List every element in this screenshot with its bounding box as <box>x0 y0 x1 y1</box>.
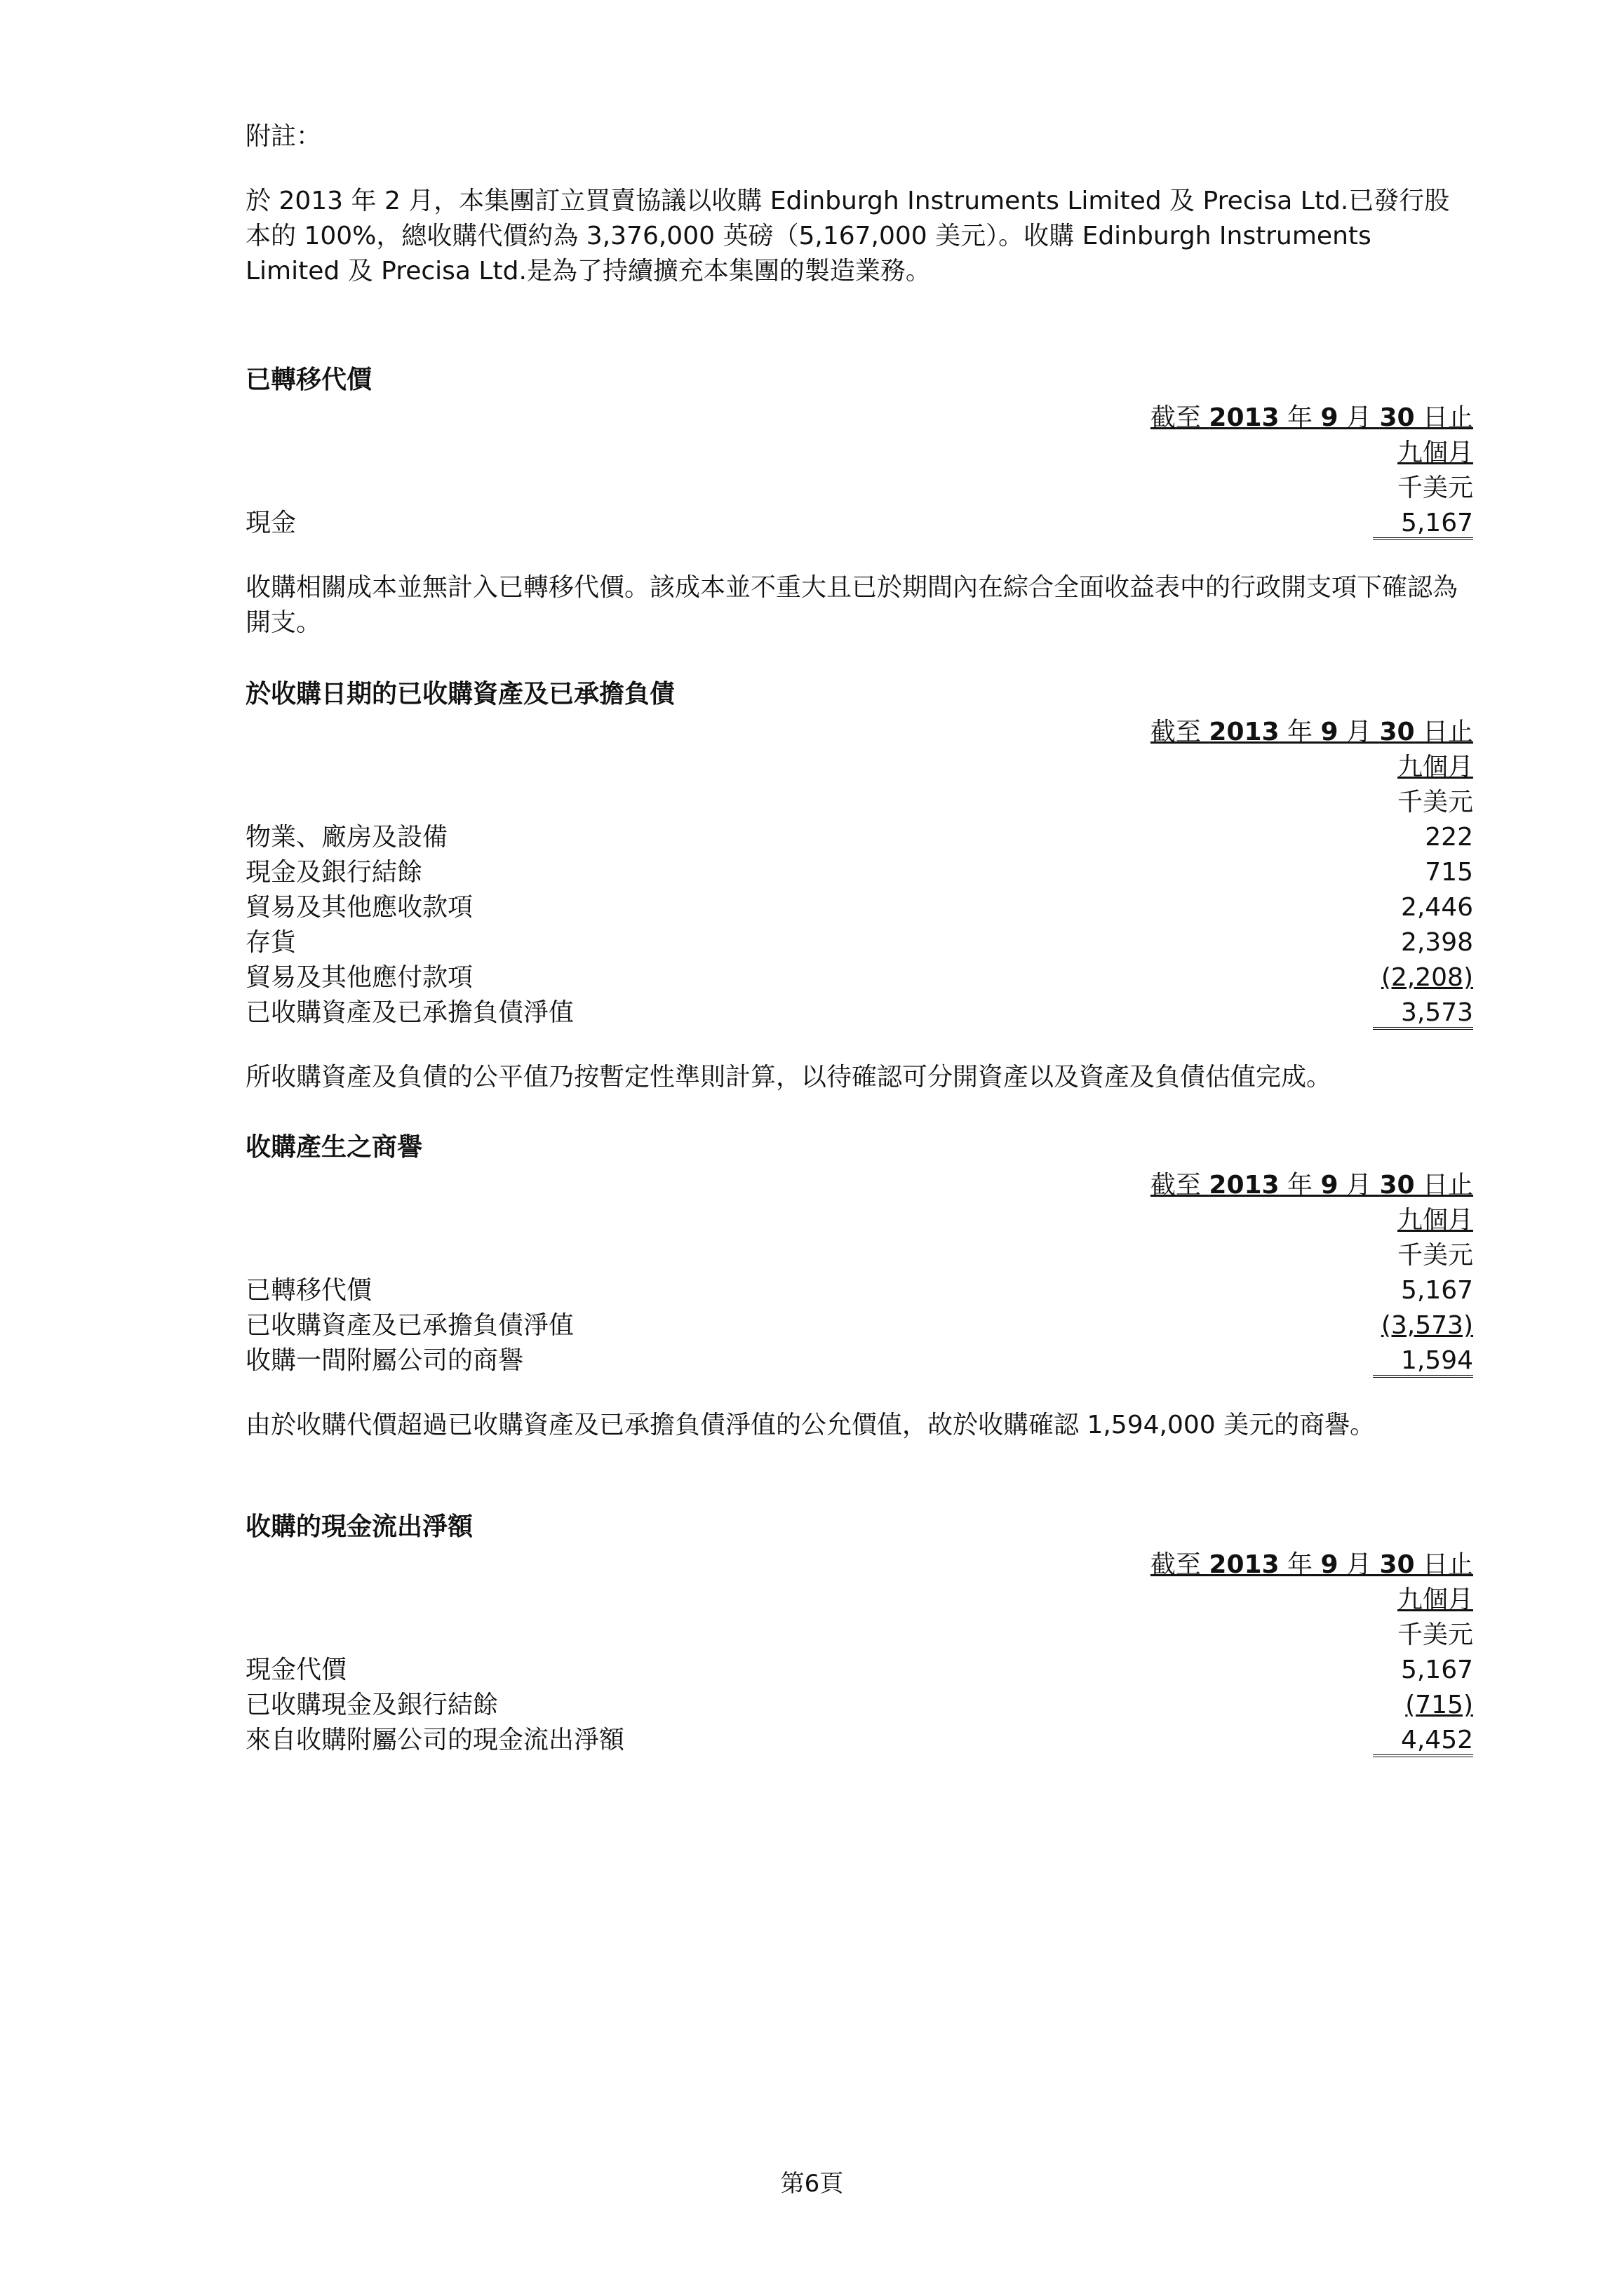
section-heading-goodwill: 收購產生之商譽 <box>246 1133 423 1162</box>
table-row: 已收購資產及已承擔負債淨值 (3,573) <box>246 1311 1473 1340</box>
cashflow-table <box>246 1548 1473 1758</box>
table-row-total: 已收購資產及已承擔負債淨值 3,573 <box>246 995 1473 1030</box>
table-row-total: 收購一間附屬公司的商譽 1,594 <box>246 1343 1473 1378</box>
table-row: 貿易及其他應收款項 2,446 <box>246 893 1473 922</box>
column-header-period: 截至 2013 年 9 月 30 日止 <box>1150 718 1473 746</box>
table-row: 存貨 2,398 <box>246 928 1473 957</box>
column-header-currency: 千美元 <box>1397 1241 1473 1270</box>
assets-note: 所收購資產及負債的公平值乃按暫定性準則計算，以待確認可分開資產以及資產及負債估值完成。 <box>246 1063 1332 1092</box>
goodwill-table <box>246 1168 1473 1378</box>
table-row: 已轉移代價 5,167 <box>246 1276 1473 1305</box>
table-row <box>246 506 1473 541</box>
table-row: 現金及銀行結餘 715 <box>246 858 1473 887</box>
section-heading-assets: 於收購日期的已收購資產及已承擔負債 <box>246 680 676 709</box>
document-page <box>246 119 1473 1758</box>
consideration-table <box>246 401 1473 541</box>
column-header-duration: 九個月 <box>1397 753 1473 781</box>
column-header-duration: 九個月 <box>1397 1585 1473 1614</box>
column-header-duration: 九個月 <box>1397 1206 1473 1235</box>
table-row: 物業、廠房及設備 222 <box>246 823 1473 852</box>
column-header-period: 截至 2013 年 9 月 30 日止 <box>1150 1171 1473 1200</box>
table-row-total: 來自收購附屬公司的現金流出淨額 4,452 <box>246 1723 1473 1758</box>
goodwill-note: 由於收購代價超過已收購資產及已承擔負債淨值的公允價值，故於收購確認 1,594,000 美元的商譽。 <box>246 1411 1376 1439</box>
column-header-currency: 千美元 <box>1397 1620 1473 1649</box>
note-label: 附註： <box>246 122 322 151</box>
row-label: 現金 <box>246 509 297 537</box>
intro-paragraph: 於 2013 年 2 月，本集團訂立買賣協議以收購 Edinburgh Instruments Limited 及 Precisa Ltd.已發行股本的 100%，總收購代價約為 3,376,000 英磅（5,167,000 美元）。收購 Edinburgh Instruments Limited 及 Precisa Ltd.是為了持續擴充本集團的製造業務。 <box>246 187 1450 286</box>
section-heading-cashflow: 收購的現金流出淨額 <box>246 1512 474 1541</box>
row-value-total: 5,167 <box>1373 509 1473 540</box>
table-row: 貿易及其他應付款項 (2,208) <box>246 963 1473 992</box>
column-header-period: 截至 2013 年 9 月 30 日止 <box>1150 1550 1473 1579</box>
column-header-duration: 九個月 <box>1397 438 1473 467</box>
table-row: 已收購現金及銀行結餘 (715) <box>246 1691 1473 1719</box>
column-header-currency: 千美元 <box>1397 474 1473 502</box>
consideration-note: 收購相關成本並無計入已轉移代價。該成本並不重大且已於期間內在綜合全面收益表中的行政開支項下確認為開支。 <box>246 573 1458 637</box>
assets-table <box>246 715 1473 1030</box>
column-header-currency: 千美元 <box>1397 788 1473 817</box>
section-heading-consideration: 已轉移代價 <box>246 365 373 394</box>
page-number: 第6頁 <box>780 2170 844 2198</box>
table-row: 現金代價 5,167 <box>246 1656 1473 1684</box>
column-header-period: 截至 2013 年 9 月 30 日止 <box>1150 403 1473 432</box>
